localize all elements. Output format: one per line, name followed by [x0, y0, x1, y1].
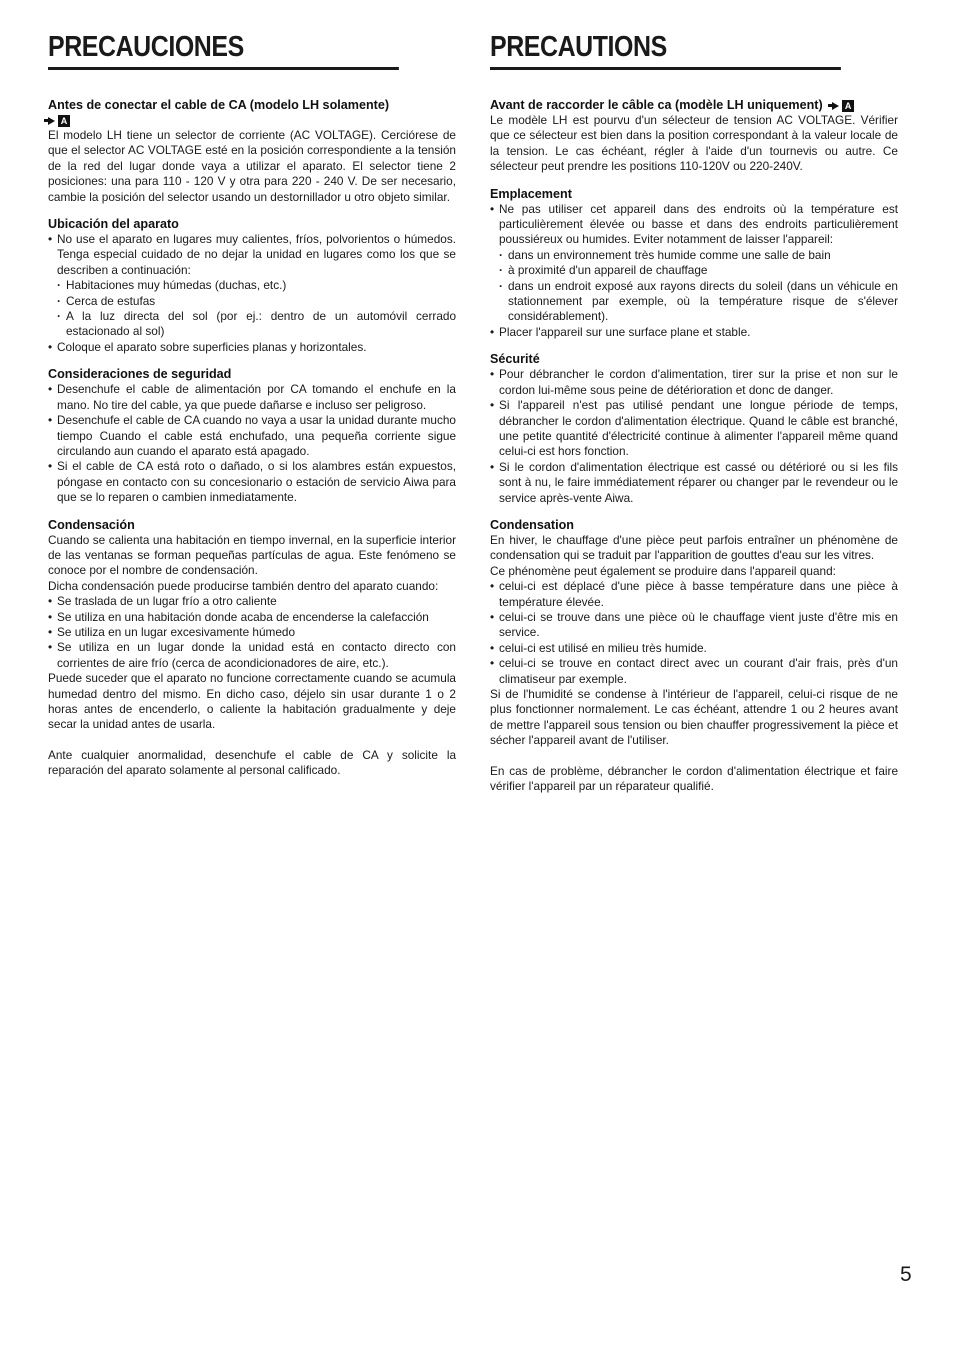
list-item: · Habitaciones muy húmedas (duchas, etc.) — [48, 278, 456, 293]
condensation-heading-french: Condensation — [490, 517, 574, 532]
list-item: • Ne pas utiliser cet appareil dans des endroits où la température est particulièrement élevée ou basse et dans des endroits particulièrement poussiéreux ou humides. Eviter notamment de laisser l'appareil: · dans un environnement très humide comme une salle de bain · à proximité d'un appareil de chauffage · dans un endroit exposé aux rayons directs du soleil (dans un véhicule en stationnement par exemple, où la température risque de s'élever considérablement). — [490, 202, 898, 325]
figure-a-icon: A — [58, 115, 70, 127]
condensation-text-2-french: Ce phénomène peut également se produire dans l'appareil quand: — [490, 563, 836, 578]
figure-reference — [48, 115, 70, 127]
dash-list — [48, 278, 456, 340]
intro-text-spanish: El modelo LH tiene un selector de corriente (AC VOLTAGE). Cerciórese de que el selector AC VOLTAGE esté en la posición correspondiente a la tensión de la red del lugar donde vaya a utilizar el aparato. El selector tiene 2 posiciones: una para 110 - 120 V y otra para 220 - 240 V. De ser necesario, cambie la posición del selector usando un destornillador u otro objeto similar. — [48, 128, 456, 204]
closing-text-spanish: Ante cualquier anormalidad, desenchufe el cable de CA y solicite la reparación del aparato solamente al personal calificado. — [48, 747, 456, 778]
spanish-column — [48, 30, 456, 779]
location-list-spanish — [48, 232, 456, 355]
list-item: · dans un endroit exposé aux rayons directs du soleil (dans un véhicule en stationnement par exemple, où la température risque de s'élever considérablement). — [490, 279, 898, 325]
list-item: · à proximité d'un appareil de chauffage — [490, 263, 898, 278]
list-item: • Desenchufe el cable de CA cuando no vaya a usar la unidad durante mucho tiempo Cuando el cable está enchufado, una pequeña corriente sigue circulando aun cuando el aparato está apagado. — [48, 413, 456, 459]
list-item: • Coloque el aparato sobre superficies planas y horizontales. — [48, 340, 456, 355]
closing-text-french: En cas de problème, débrancher le cordon d'alimentation électrique et faire vérifier l'appareil par un réparateur qualifié. — [490, 763, 898, 794]
list-item: • celui-ci est déplacé d'une pièce à basse température dans une pièce à température élevée. — [490, 579, 898, 610]
french-column — [490, 30, 898, 794]
page-title-spanish: PRECAUCIONES — [48, 30, 399, 70]
arrow-right-icon — [832, 102, 839, 110]
list-item: • No use el aparato en lugares muy calientes, fríos, polvorientos o húmedos. Tenga especial cuidado de no dejar la unidad en lugares como los que se describen a continuación: · Habitaciones muy húmedas (duchas, etc.) · Cerca de estufas · A la luz directa del sol (por ej.: dentro de un automóvil cerrado estacionado al sol) — [48, 232, 456, 340]
condensation-text-3-french: Si de l'humidité se condense à l'intérieur de l'appareil, celui-ci risque de ne plus fonctionner normalement. Le cas échéant, attendre 1 ou 2 heures avant de mettre l'appareil sous tension ou bien chauffer progressivement la pièce et sécher l'appareil avant de l'utiliser. — [490, 687, 898, 748]
list-item: • Se utiliza en un lugar excesivamente húmedo — [48, 625, 456, 640]
list-item: · Cerca de estufas — [48, 294, 456, 309]
page-title-french: PRECAUTIONS — [490, 30, 841, 70]
arrow-right-icon — [48, 117, 55, 125]
list-item: • celui-ci se trouve dans une pièce où le chauffage vient juste d'être mis en service. — [490, 610, 898, 641]
list-item: • Placer l'appareil sur une surface plane et stable. — [490, 325, 898, 340]
intro-text-french: Le modèle LH est pourvu d'un sélecteur de tension AC VOLTAGE. Vérifier que ce sélecteur est bien dans la position correspondant à la valeur locale de la tension. Le cas échéant, régler à l'aide d'un tournevis ou autre. Ce sélecteur peut prendre les positions 110-120V ou 220-240V. — [490, 113, 898, 174]
list-item: • Si el cable de CA está roto o dañado, o si los alambres están expuestos, póngase en contacto con su concesionario o estación de servicio Aiwa para que se lo reparen o cambien inmediatamente. — [48, 459, 456, 505]
condensation-text-1-french: En hiver, le chauffage d'une pièce peut parfois entraîner un phénomène de condensation qui se traduit par l'apparition de gouttes d'eau sur les vitres. — [490, 532, 898, 563]
list-item: • Se traslada de un lugar frío a otro caliente — [48, 594, 456, 609]
list-item: • Si l'appareil n'est pas utilisé pendant une longue période de temps, débrancher le cordon d'alimentation électrique. Quand le câble est branché, une petite quantité d'électricité continue à alimenter l'appareil même quand celui-ci est hors fonction. — [490, 398, 898, 460]
safety-list-spanish — [48, 382, 456, 505]
safety-heading-spanish: Consideraciones de seguridad — [48, 367, 232, 382]
list-item: • celui-ci est utilisé en milieu très humide. — [490, 641, 898, 656]
intro-heading-spanish — [48, 98, 456, 128]
location-heading-french: Emplacement — [490, 186, 572, 201]
condensation-text-2-spanish: Dicha condensación puede producirse también dentro del aparato cuando: — [48, 578, 439, 593]
condensation-heading-spanish: Condensación — [48, 517, 135, 532]
list-item: • Desenchufe el cable de alimentación por CA tomando el enchufe en la mano. No tire del cable, ya que puede dañarse e incluso ser peligroso. — [48, 382, 456, 413]
list-item: · A la luz directa del sol (por ej.: dentro de un automóvil cerrado estacionado al sol) — [48, 309, 456, 340]
safety-heading-french: Sécurité — [490, 352, 540, 367]
location-heading-spanish: Ubicación del aparato — [48, 217, 179, 232]
list-item: • Se utiliza en una habitación donde acaba de encenderse la calefacción — [48, 610, 456, 625]
location-list-french — [490, 202, 898, 341]
list-item: • Pour débrancher le cordon d'alimentation, tirer sur la prise et non sur le cordon lui-même sous peine de détérioration et donc de danger. — [490, 367, 898, 398]
safety-list-french — [490, 367, 898, 506]
condensation-list-french — [490, 579, 898, 687]
figure-reference — [826, 100, 854, 112]
page-number: 5 — [900, 1263, 912, 1286]
condensation-text-1-spanish: Cuando se calienta una habitación en tiempo invernal, en la superficie interior de las ventanas se forman pequeñas partículas de agua. Este fenómeno se conoce por el nombre de condensación. — [48, 532, 456, 578]
condensation-text-3-spanish: Puede suceder que el aparato no funcione correctamente cuando se acumula humedad dentro del mismo. En dicho caso, déjelo sin usar durante 1 o 2 horas antes de encenderlo, o caliente la habitación gradualmente y deje secar la unidad antes de usarla. — [48, 671, 456, 732]
condensation-list-spanish — [48, 594, 456, 671]
intro-heading-text: Antes de conectar el cable de CA (modelo LH solamente) — [48, 98, 390, 112]
list-item: • celui-ci se trouve en contact direct avec un courant d'air frais, près d'un climatiseur par exemple. — [490, 656, 898, 687]
dash-list — [490, 248, 898, 325]
figure-a-icon: A — [842, 100, 854, 112]
list-item: • Si le cordon d'alimentation électrique est cassé ou détérioré ou si les fils sont à nu, le faire immédiatement réparer ou changer par le revendeur ou le service après-vente Aiwa. — [490, 460, 898, 506]
intro-heading-text: Avant de raccorder le câble ca (modèle LH uniquement) — [490, 98, 823, 112]
intro-heading-french — [490, 98, 898, 113]
list-item: • Se utiliza en un lugar donde la unidad está en contacto directo con corrientes de aire frío (cerca de acondicionadores de aire, etc.). — [48, 640, 456, 671]
list-item: · dans un environnement très humide comme une salle de bain — [490, 248, 898, 263]
